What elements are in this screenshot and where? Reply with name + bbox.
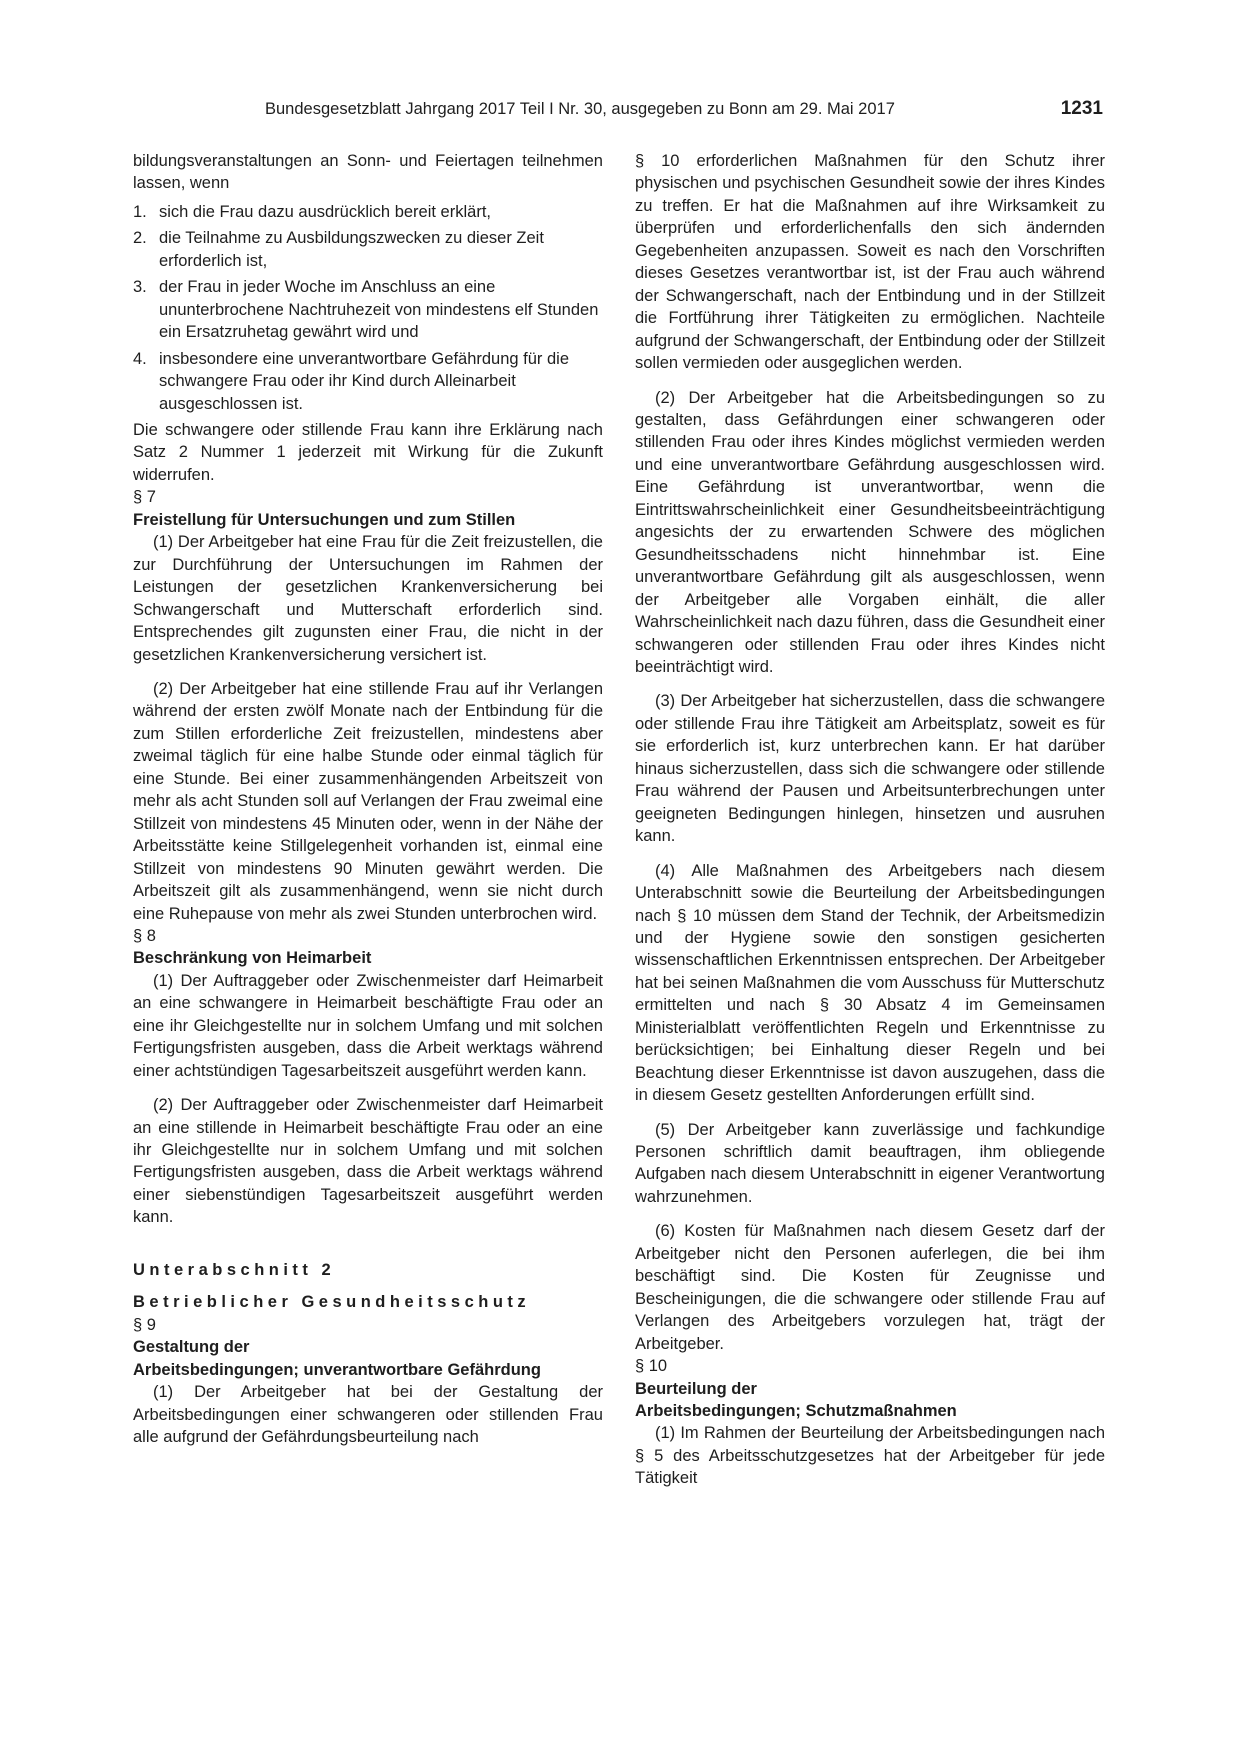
section-sign-8: § 8 bbox=[133, 926, 156, 945]
section-title-9-line2: Arbeitsbedingungen; unverantwortbare Gefährdung bbox=[133, 1360, 541, 1379]
page-number: 1231 bbox=[1060, 98, 1103, 119]
section-sign-10: § 10 bbox=[635, 1357, 668, 1376]
section-title-7: Freistellung für Untersuchungen und zum Stillen bbox=[133, 510, 516, 529]
list-text: insbesondere eine unverantwortbare Gefährdung für die schwangere Frau oder ihr Kind durch Alleinarbeit ausgeschlossen ist. bbox=[159, 349, 570, 413]
subsection-title: Betrieblicher Gesundheitsschutz bbox=[133, 1293, 531, 1312]
list-item bbox=[133, 276, 603, 343]
paragraph: (2) Der Arbeitgeber hat die Arbeitsbedingungen so zu gestalten, dass Gefährdungen einer schwangeren oder stillenden Frau oder ihres Kindes möglichst vermieden werden und eine unverantwortbare Gefährdung ausgeschlossen wird. Eine Gefährdung ist unverantwortbar, wenn die Eintrittswahrscheinlichkeit einer Gesundheitsbeeinträchtigung angesichts der zu erwartenden Schwere des möglichen Gesundheitsschadens nicht hinnehmbar ist. Eine unverantwortbare Gefährdung gilt als ausgeschlossen, wenn der Arbeitgeber alle Vorgaben einhält, die aller Wahrscheinlichkeit nach dazu führen, dass die Gesundheit einer schwangeren oder stillenden Frau oder ihres Kindes nicht beeinträchtigt wird. bbox=[635, 388, 1105, 676]
list-item bbox=[133, 201, 603, 223]
section-title-10-line1: Beurteilung der bbox=[635, 1379, 757, 1398]
paragraph: § 10 erforderlichen Maßnahmen für den Schutz ihrer physischen und psychischen Gesundheit sowie der ihres Kindes zu treffen. Er hat die Maßnahmen auf ihre Wirksamkeit zu überprüfen und erforderlichenfalls den sich ändernden Gegebenheiten anzupassen. Soweit es nach den Vorschriften dieses Gesetzes verantwortbar ist, ist der Frau auch während der Schwangerschaft, nach der Entbindung und in der Stillzeit die Fortführung ihrer Tätigkeiten zu ermöglichen. Nachteile aufgrund der Schwangerschaft, der Entbindung oder der Stillzeit sollen vermieden oder ausgeglichen werden. bbox=[635, 152, 1105, 373]
list-item bbox=[133, 348, 603, 415]
after-list-text: Die schwangere oder stillende Frau kann ihre Erklärung nach Satz 2 Nummer 1 jederzeit mit Wirkung für die Zukunft widerrufen. bbox=[133, 420, 603, 484]
paragraph: (3) Der Arbeitgeber hat sicherzustellen, dass die schwangere oder stillende Frau ihre Tätigkeit am Arbeitsplatz, soweit es für sie erforderlich ist, kurz unterbrechen kann. Er hat darüber hinaus sicherzustellen, dass sich die schwangere oder stillende Frau während der Pausen und Arbeitsunterbrechungen unter geeigneten Bedingungen hinlegen, hinsetzen und ausruhen kann. bbox=[635, 692, 1105, 846]
paragraph: (2) Der Auftraggeber oder Zwischenmeister darf Heimarbeit an eine stillende in Heimarbeit beschäftigte Frau oder an eine ihr Gleichgestellte nur in solchem Umfang und mit solchen Fertigungsfristen ausgeben, dass die Arbeit werktags während einer siebenstündigen Tagesarbeitszeit ausgeführt werden kann. bbox=[133, 1096, 603, 1227]
section-title-10-line2: Arbeitsbedingungen; Schutzmaßnahmen bbox=[635, 1402, 957, 1421]
list-text: die Teilnahme zu Ausbildungszwecken zu dieser Zeit erforderlich ist, bbox=[159, 229, 544, 270]
section-title-9-line1: Gestaltung der bbox=[133, 1338, 250, 1357]
paragraph: (1) Der Auftraggeber oder Zwischenmeister darf Heimarbeit an eine schwangere in Heimarbeit beschäftigte Frau oder an eine ihr Gleichgestellte nur in solchem Umfang und mit solchen Fertigungsfristen ausgeben, dass die Arbeit werktags während einer achtstündigen Tagesarbeitszeit ausgeführt werden kann. bbox=[133, 971, 603, 1080]
paragraph: (6) Kosten für Maßnahmen nach diesem Gesetz darf der Arbeitgeber nicht den Personen auferlegen, die bei ihm beschäftigt sind. Die Kosten für Zeugnisse und Bescheinigungen, die die schwangere oder stillende Frau auf Verlangen des Arbeitgebers vorzulegen hat, trägt der Arbeitgeber. bbox=[635, 1222, 1105, 1353]
paragraph: (5) Der Arbeitgeber kann zuverlässige und fachkundige Personen schriftlich damit beauftragen, ihm obliegende Aufgaben nach diesem Unterabschnitt in eigener Verantwortung wahrzunehmen. bbox=[635, 1120, 1105, 1206]
list-text: sich die Frau dazu ausdrücklich bereit erklärt, bbox=[159, 202, 491, 221]
section-sign-9: § 9 bbox=[133, 1315, 156, 1334]
paragraph: (1) Im Rahmen der Beurteilung der Arbeitsbedingungen nach § 5 des Arbeitsschutzgesetzes hat der Arbeitgeber für jede Tätigkeit bbox=[635, 1424, 1105, 1488]
list-item bbox=[133, 227, 603, 272]
header-title: Bundesgesetzblatt Jahrgang 2017 Teil I Nr. 30, ausgegeben zu Bonn am 29. Mai 2017 bbox=[265, 100, 895, 118]
list-number: 4. bbox=[133, 349, 147, 368]
paragraph: (1) Der Arbeitgeber hat eine Frau für die Zeit freizustellen, die zur Durchführung der Untersuchungen im Rahmen der Leistungen der gesetzlichen Krankenversicherung bei Schwangerschaft und Mutterschaft erforderlich sind. Entsprechendes gilt zugunsten einer Frau, die nicht in der gesetzlichen Krankenversicherung versichert ist. bbox=[133, 533, 603, 664]
paragraph: (4) Alle Maßnahmen des Arbeitgebers nach diesem Unterabschnitt sowie die Beurteilung der Arbeitsbedingungen nach § 10 müssen dem Stand der Technik, der Arbeitsmedizin und der Hygiene sowie den sonstigen gesicherten wissenschaftlichen Erkenntnissen entsprechen. Der Arbeitgeber hat bei seinen Maßnahmen die vom Ausschuss für Mutterschutz ermittelten und nach § 30 Absatz 4 im Gemeinsamen Ministerialblatt veröffentlichten Regeln und Erkenntnisse zu berücksichtigen; bei Einhaltung dieser Regeln und bei Beachtung dieser Erkenntnisse ist davon auszugehen, dass die in diesem Gesetz gestellten Anforderungen erfüllt sind. bbox=[635, 861, 1105, 1105]
conditions-list bbox=[133, 201, 603, 415]
paragraph: (2) Der Arbeitgeber hat eine stillende Frau auf ihr Verlangen während der ersten zwölf Monate nach der Entbindung für die zum Stillen erforderliche Zeit freizustellen, mindestens aber zweimal täglich für eine halbe Stunde oder einmal täglich für eine Stunde. Bei einer zusammenhängenden Arbeitszeit von mehr als acht Stunden soll auf Verlangen der Frau zweimal eine Stillzeit von mindestens 45 Minuten oder, wenn in der Nähe der Arbeitsstätte keine Stillgelegenheit vorhanden ist, einmal eine Stillzeit von mindestens 90 Minuten gewährt werden. Die Arbeitszeit gilt als zusammenhängend, wenn sie nicht durch eine Ruhepause von mehr als zwei Stunden unterbrochen wird. bbox=[133, 679, 603, 923]
list-number: 3. bbox=[133, 278, 147, 297]
subsection-heading: Unterabschnitt 2 bbox=[133, 1260, 336, 1279]
page-header bbox=[0, 100, 1241, 130]
list-number: 2. bbox=[133, 229, 147, 248]
paragraph: (1) Der Arbeitgeber hat bei der Gestaltung der Arbeitsbedingungen einer schwangeren oder stillenden Frau alle aufgrund der Gefährdungsbeurteilung nach bbox=[133, 1383, 603, 1447]
section-title-8: Beschränkung von Heimarbeit bbox=[133, 949, 372, 968]
intro-text: bildungsveranstaltungen an Sonn- und Feiertagen teilnehmen lassen, wenn bbox=[133, 152, 603, 193]
left-column bbox=[133, 150, 603, 1448]
right-column bbox=[635, 150, 1105, 1490]
list-number: 1. bbox=[133, 202, 147, 221]
list-text: der Frau in jeder Woche im Anschluss an eine ununterbrochene Nachtruhezeit von mindestens elf Stunden ein Ersatzruhetag gewährt wird und bbox=[159, 278, 599, 342]
section-sign-7: § 7 bbox=[133, 488, 156, 507]
